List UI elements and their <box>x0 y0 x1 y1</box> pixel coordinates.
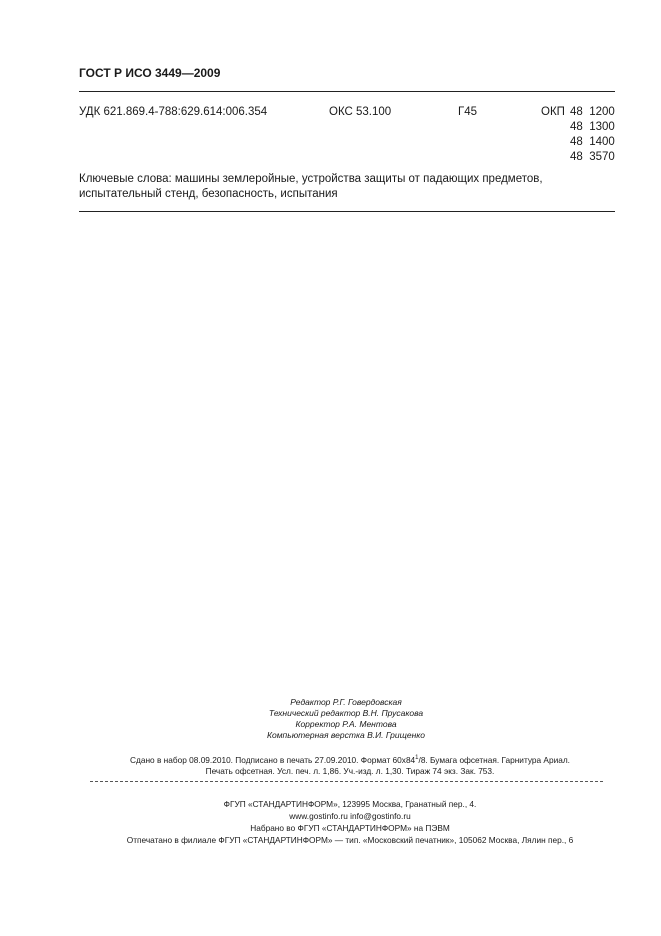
imprint-line-2: Печать офсетная. Усл. печ. л. 1,86. Уч.-изд. л. 1,30. Тираж 74 экз. Зак. 753. <box>205 766 495 776</box>
okp-code-number: 1300 <box>589 121 615 133</box>
credit-editor: Редактор Р.Г. Говердовская <box>290 697 402 707</box>
okp-label: ОКП <box>541 106 565 118</box>
credit-tech-editor: Технический редактор В.Н. Прусакова <box>268 708 424 718</box>
okp-code-group: 48 <box>570 121 583 133</box>
publisher-printed: Отпечатано в филиале ФГУП «СТАНДАРТИНФОРМ» — тип. «Московский печатник», 105062 Москва, Лялин пер., 6 <box>126 835 574 845</box>
header-rule <box>79 91 615 92</box>
group-code: Г45 <box>458 106 478 118</box>
okp-code-row <box>570 151 615 163</box>
okp-code-number: 1400 <box>589 136 615 148</box>
okp-code-number: 1200 <box>589 106 615 118</box>
imprint-divider <box>90 781 603 782</box>
okp-code-number: 3570 <box>589 151 615 163</box>
document-code: ГОСТ Р ИСО 3449—2009 <box>79 66 221 80</box>
publisher-typeset: Набрано во ФГУП «СТАНДАРТИНФОРМ» на ПЭВМ <box>250 823 450 833</box>
keywords-rule <box>79 211 615 212</box>
imprint-format-text: Сдано в набор 08.09.2010. Подписано в печать 27.09.2010. Формат 60x84 <box>130 754 416 765</box>
publisher-contacts: www.gostinfo.ru info@gostinfo.ru <box>289 811 411 821</box>
okp-code-group: 48 <box>570 151 583 163</box>
okp-code-row <box>570 136 615 148</box>
credit-layout: Компьютерная верстка В.И. Грищенко <box>266 730 425 740</box>
okp-code-row <box>570 106 615 118</box>
keywords-text: Ключевые слова: машины землеройные, устройства защиты от падающих предметов, испытательный стенд, безопасность, испытания <box>79 173 543 200</box>
okp-code-row <box>570 121 615 133</box>
imprint-format-sup: 1 <box>415 755 419 761</box>
okp-code-group: 48 <box>570 106 583 118</box>
imprint-paper-text: /8. Бумага офсетная. Гарнитура Ариал. <box>418 754 570 765</box>
publisher-address: ФГУП «СТАНДАРТИНФОРМ», 123995 Москва, Гранатный пер., 4. <box>223 799 477 809</box>
oks-code: ОКС 53.100 <box>329 106 392 118</box>
credit-corrector: Корректор Р.А. Ментова <box>295 719 397 729</box>
udk-code: УДК 621.869.4-788:629.614:006.354 <box>79 106 268 118</box>
okp-code-group: 48 <box>570 136 583 148</box>
